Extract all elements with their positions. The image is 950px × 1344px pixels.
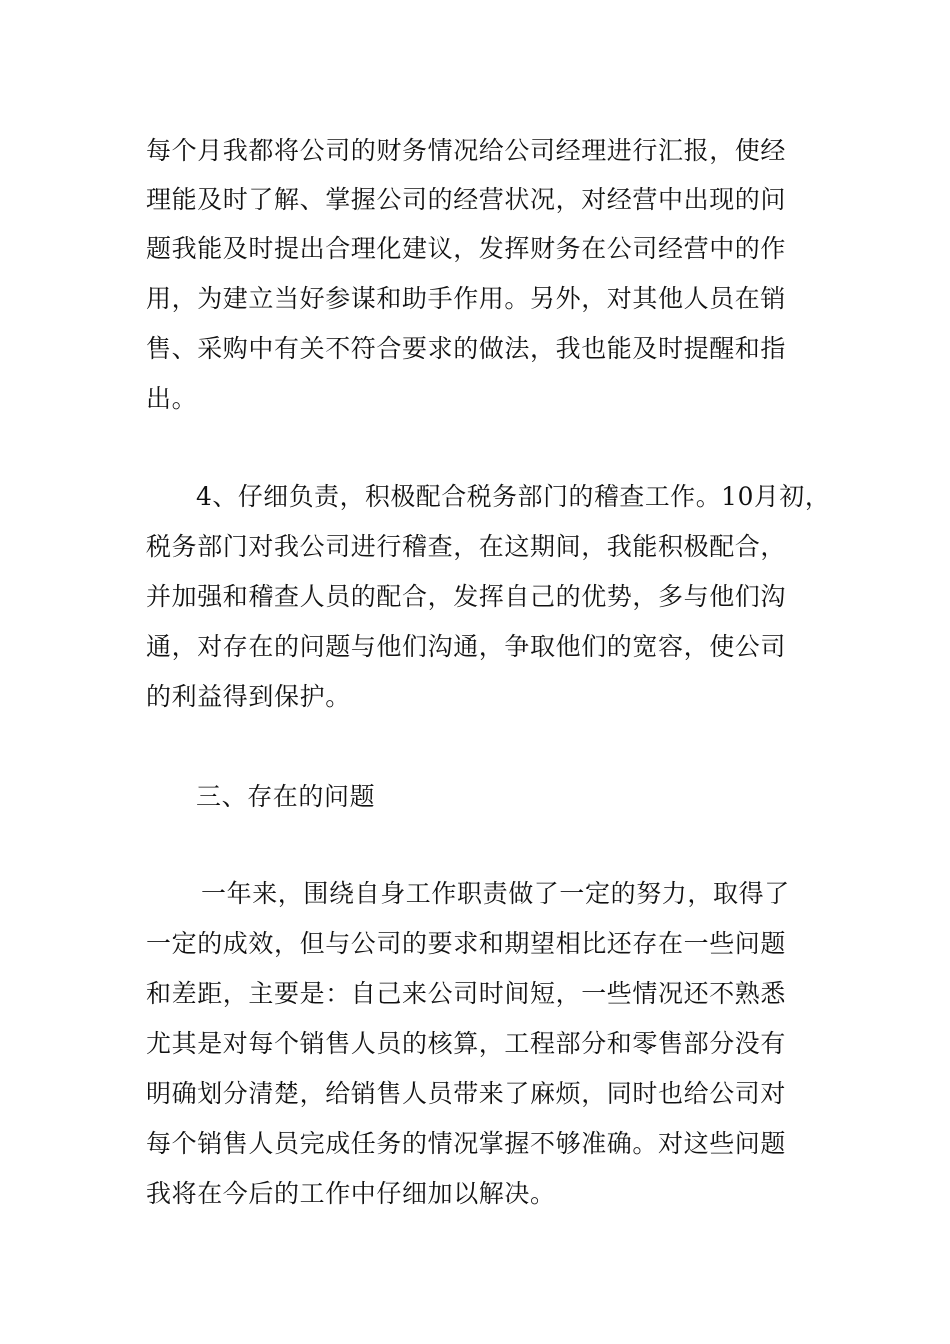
paragraph-1-line-6: 出。	[146, 384, 198, 413]
paragraph-2-line-5: 的利益得到保护。	[146, 682, 351, 711]
paragraph-1-line-5: 售、采购中有关不符合要求的做法，我也能及时提醒和指	[146, 334, 787, 363]
paragraph-3-line-4: 尤其是对每个销售人员的核算，工程部分和零售部分没有	[146, 1029, 787, 1058]
paragraph-2-line-1: 4、仔细负责，积极配合税务部门的稽查工作。10月初，	[196, 482, 831, 511]
paragraph-2-line-2: 税务部门对我公司进行稽查，在这期间，我能积极配合，	[146, 532, 787, 561]
section-heading: 三、存在的问题	[196, 782, 376, 811]
paragraph-3-line-6: 每个销售人员完成任务的情况掌握不够准确。对这些问题	[146, 1129, 787, 1158]
paragraph-1-line-2: 理能及时了解、掌握公司的经营状况，对经营中出现的问	[146, 185, 787, 214]
paragraph-3-line-5: 明确划分清楚，给销售人员带来了麻烦，同时也给公司对	[146, 1079, 787, 1108]
paragraph-1-line-3: 题我能及时提出合理化建议，发挥财务在公司经营中的作	[146, 234, 787, 263]
paragraph-3-line-1: 一年来，围绕自身工作职责做了一定的努力，取得了	[201, 879, 790, 908]
paragraph-3-line-3: 和差距，主要是：自己来公司时间短，一些情况还不熟悉	[146, 979, 787, 1008]
paragraph-3-line-2: 一定的成效，但与公司的要求和期望相比还存在一些问题	[146, 929, 787, 958]
paragraph-1-line-1: 每个月我都将公司的财务情况给公司经理进行汇报，使经	[146, 136, 787, 165]
paragraph-2-line-4: 通，对存在的问题与他们沟通，争取他们的宽容，使公司	[146, 632, 787, 661]
paragraph-3-line-7: 我将在今后的工作中仔细加以解决。	[146, 1179, 556, 1208]
paragraph-1-line-4: 用，为建立当好参谋和助手作用。另外，对其他人员在销	[146, 284, 787, 313]
paragraph-2-line-3: 并加强和稽查人员的配合，发挥自己的优势，多与他们沟	[146, 582, 787, 611]
